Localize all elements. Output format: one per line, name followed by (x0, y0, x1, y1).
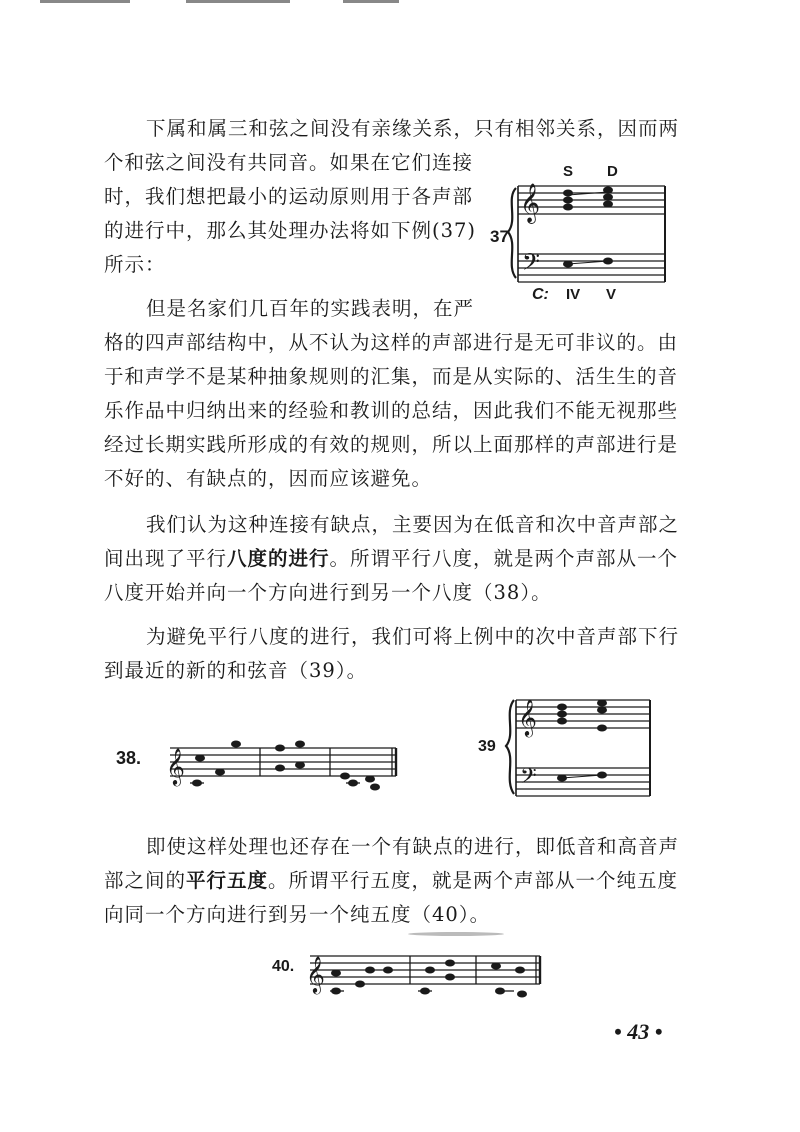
example-number: 39 (478, 738, 496, 755)
scan-edge-line (343, 0, 399, 3)
scan-smudge (408, 932, 504, 936)
body-text-line: 乐作品中归纳出来的经验和教训的总结，因此我们不能无视那些 (104, 399, 679, 422)
key-label: C: (532, 286, 549, 303)
body-text-line: 到最近的新的和弦音（39）。 (104, 659, 368, 682)
body-text-line: 即使这样处理也还存在一个有缺点的进行，即低音和高音声 (146, 835, 680, 858)
grand-staff-37 (500, 170, 680, 295)
body-text-line: 向同一个方向进行到另一个纯五度（40）。 (104, 903, 491, 926)
roman-numeral-iv: IV (566, 286, 581, 303)
body-text-line: 的进行中，那么其处理办法将如下例(37) (104, 219, 477, 242)
body-text-line: 格的四声部结构中，从不认为这样的声部进行是无可非议的。由 (104, 331, 679, 354)
example-number: 40. (272, 958, 295, 975)
text-run: 部之间的 (104, 869, 187, 892)
svg-text:𝄞: 𝄞 (520, 183, 541, 223)
body-text-line (104, 864, 678, 898)
body-text-line: 我们认为这种连接有缺点，主要因为在低音和次中音声部之 (146, 513, 680, 536)
svg-text:𝄞: 𝄞 (166, 747, 185, 785)
body-text-line: 但是名家们几百年的实践表明，在严 (146, 297, 475, 320)
text-run: 。所谓平行八度，就是两个声部从一个 (329, 547, 679, 570)
body-text-line: 于和声学不是某种抽象规则的汇集，而是从实际的、活生生的音 (104, 365, 679, 388)
body-text-line: 为避免平行八度的进行，我们可将上例中的次中音声部下行 (146, 625, 680, 648)
svg-text:𝄢: 𝄢 (520, 764, 537, 794)
svg-text:𝄢: 𝄢 (522, 248, 541, 281)
example-number: 37 (490, 227, 509, 246)
example-number: 38. (116, 748, 142, 768)
text-run: 间出现了平行 (104, 547, 228, 570)
body-text-line: 时，我们想把最小的运动原则用于各声部 (104, 185, 474, 208)
body-text-line: 个和弦之间没有共同音。如果在它们连接 (104, 151, 474, 174)
grand-staff-39 (490, 692, 660, 807)
emphasis-term: 平行五度 (186, 869, 269, 892)
page-number: • 43 • (614, 1019, 663, 1044)
body-text-line: 不好的、有缺点的，因而应该避免。 (104, 467, 433, 490)
text-run: 。所谓平行五度，就是两个声部从一个纯五度 (268, 869, 679, 892)
roman-numeral-v: V (606, 286, 617, 303)
scan-edge-line (186, 0, 290, 3)
svg-text:𝄞: 𝄞 (518, 698, 537, 736)
staff-40 (300, 946, 544, 1006)
body-text-line: 经过长期实践所形成的有效的规则，所以上面那样的声部进行是 (104, 433, 679, 456)
chord-label-d: D (607, 163, 618, 180)
body-text-line: 八度开始并向一个方向进行到另一个八度（38）。 (104, 581, 552, 604)
svg-text:𝄞: 𝄞 (306, 955, 325, 993)
emphasis-term: 八度的进行 (227, 547, 330, 570)
staff-38 (160, 738, 400, 798)
body-text-line (104, 542, 678, 576)
body-text-line: 下属和属三和弦之间没有亲缘关系，只有相邻关系，因而两 (146, 117, 680, 140)
body-text-line: 所示： (104, 253, 166, 276)
scan-edge-line (40, 0, 130, 3)
chord-label-s: S (563, 163, 574, 180)
